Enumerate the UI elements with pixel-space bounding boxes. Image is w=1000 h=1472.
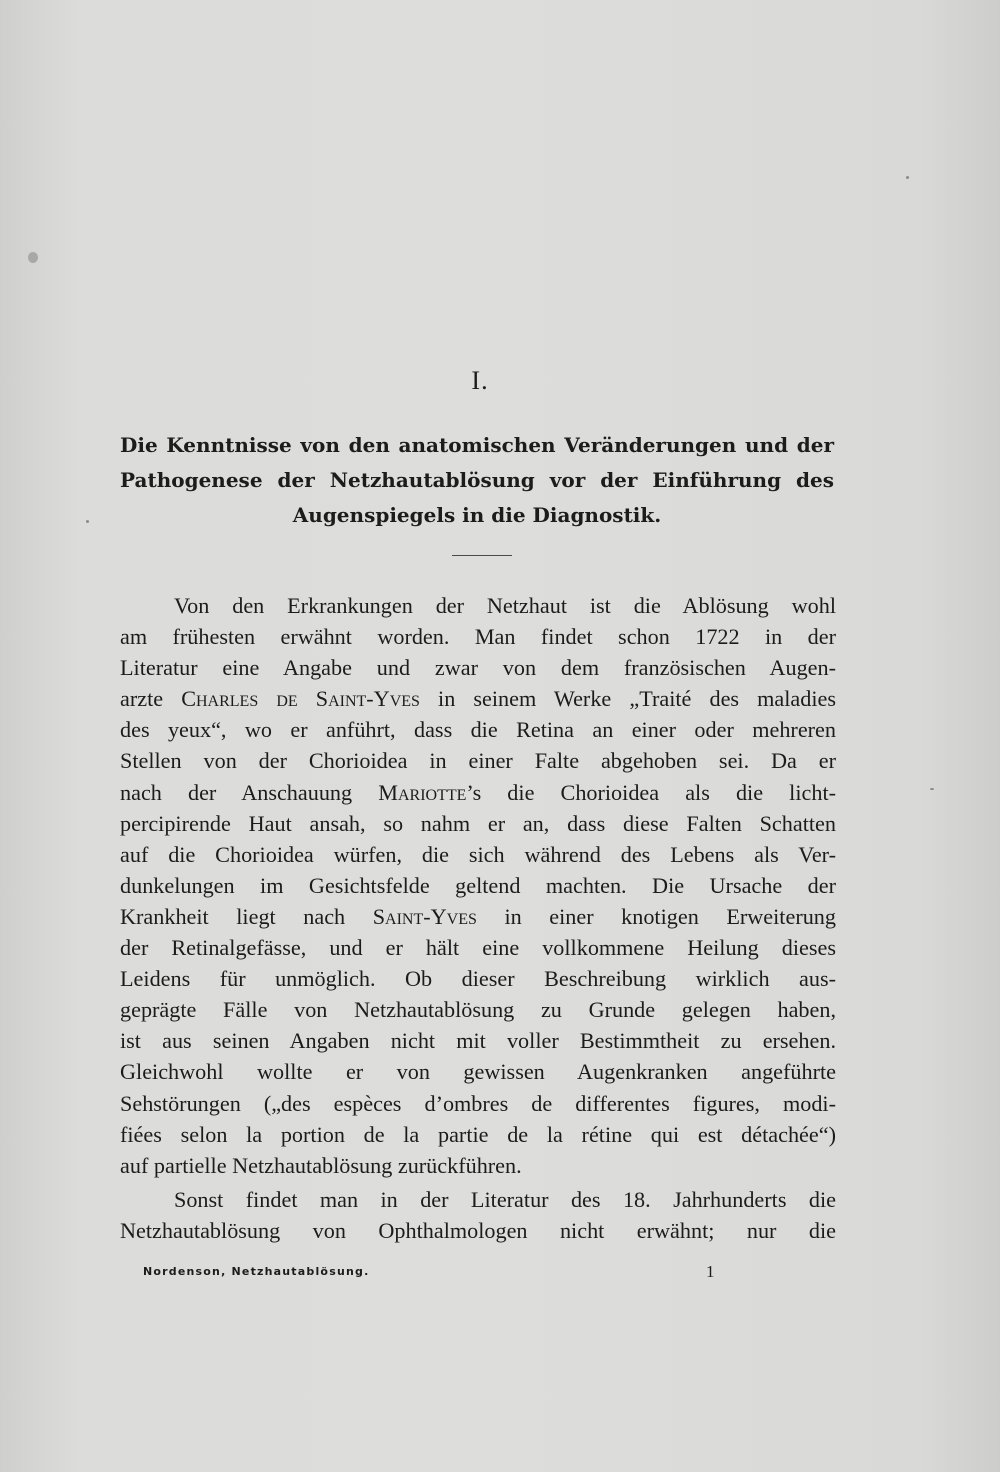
- paragraph-line: [120, 777, 836, 808]
- paper-speck: [930, 788, 934, 790]
- paragraph-line: Gleichwohl wollte er von gewissen Augenkranken angeführte: [120, 1059, 836, 1085]
- paragraph-line: auf die Chorioidea würfen, die sich während des Lebens als Ver-: [120, 841, 836, 867]
- paragraph-line: [120, 901, 836, 932]
- paragraph-line: am frühesten erwähnt worden. Man findet schon 1722 in der: [120, 624, 836, 650]
- signature-mark: Nordenson, Netzhautablösung.: [143, 1265, 370, 1278]
- paragraph-line: Leidens für unmöglich. Ob dieser Beschreibung wirklich aus-: [120, 966, 836, 992]
- paragraph-line: Stellen von der Chorioidea in einer Falte abgehoben sei. Da er: [120, 748, 836, 774]
- chapter-title-line: Die Kenntnisse von den anatomischen Veränderungen und der: [120, 433, 834, 457]
- author-name: Saint-Yves: [372, 903, 477, 929]
- paragraph-line: fiées selon la portion de la partie de la rétine qui est détachée“): [120, 1121, 836, 1147]
- paragraph-line: des yeux“, wo er anführt, dass die Retina an einer oder mehreren: [120, 717, 836, 743]
- page-number: 1: [706, 1262, 715, 1281]
- chapter-title-line: Pathogenese der Netzhautablösung vor der Einführung des: [120, 468, 834, 492]
- body-text: [120, 590, 836, 1246]
- paragraph-line: Literatur eine Angabe und zwar von dem französischen Augen-: [120, 655, 836, 681]
- author-name: Charles de Saint-Yves: [181, 686, 420, 712]
- paper-speck: [28, 252, 38, 263]
- paragraph-line: Sonst findet man in der Literatur des 18. Jahrhunderts die: [174, 1186, 836, 1212]
- line-text: Krankheit liegt nach: [120, 903, 373, 929]
- line-text: nach der Anschauung: [120, 779, 379, 805]
- line-text: in seinem Werke „Traité des maladies: [419, 686, 837, 712]
- line-text: arzte: [120, 686, 182, 712]
- chapter-title-line: Augenspiegels in die Diagnostik.: [292, 503, 662, 527]
- paper-speck: [86, 520, 89, 523]
- paragraph-line: Netzhautablösung von Ophthalmologen nicht erwähnt; nur die: [120, 1217, 836, 1243]
- line-text: in einer knotigen Erweiterung: [476, 903, 836, 929]
- paragraph-line: Von den Erkrankungen der Netzhaut ist die Ablösung wohl: [174, 593, 836, 618]
- chapter-number: I.: [471, 366, 489, 395]
- paper-speck: [906, 176, 909, 179]
- paragraph-line: dunkelungen im Gesichtsfelde geltend machten. Die Ursache der: [120, 872, 836, 898]
- chapter-title: [120, 428, 834, 533]
- paragraph-line: ist aus seinen Angaben nicht mit voller Bestimmtheit zu ersehen.: [120, 1028, 836, 1054]
- paragraph-line: [120, 683, 836, 714]
- paragraph-line: Sehstörungen („des espèces d’ombres de differentes figures, modi-: [120, 1090, 836, 1116]
- paragraph-line: auf partielle Netzhautablösung zurückführen.: [120, 1152, 522, 1178]
- footer-signature: [143, 1265, 369, 1278]
- author-name: Mariotte: [378, 779, 467, 805]
- line-text: ’s die Chorioidea als die licht-: [466, 779, 837, 805]
- title-divider: [452, 555, 512, 556]
- paragraph-line: percipirende Haut ansah, so nahm er an, dass diese Falten Schatten: [120, 810, 836, 836]
- paragraph-line: der Retinalgefässe, und er hält eine vollkommene Heilung dieses: [120, 935, 836, 961]
- paragraph-line: geprägte Fälle von Netzhautablösung zu Grunde gelegen haben,: [120, 997, 836, 1023]
